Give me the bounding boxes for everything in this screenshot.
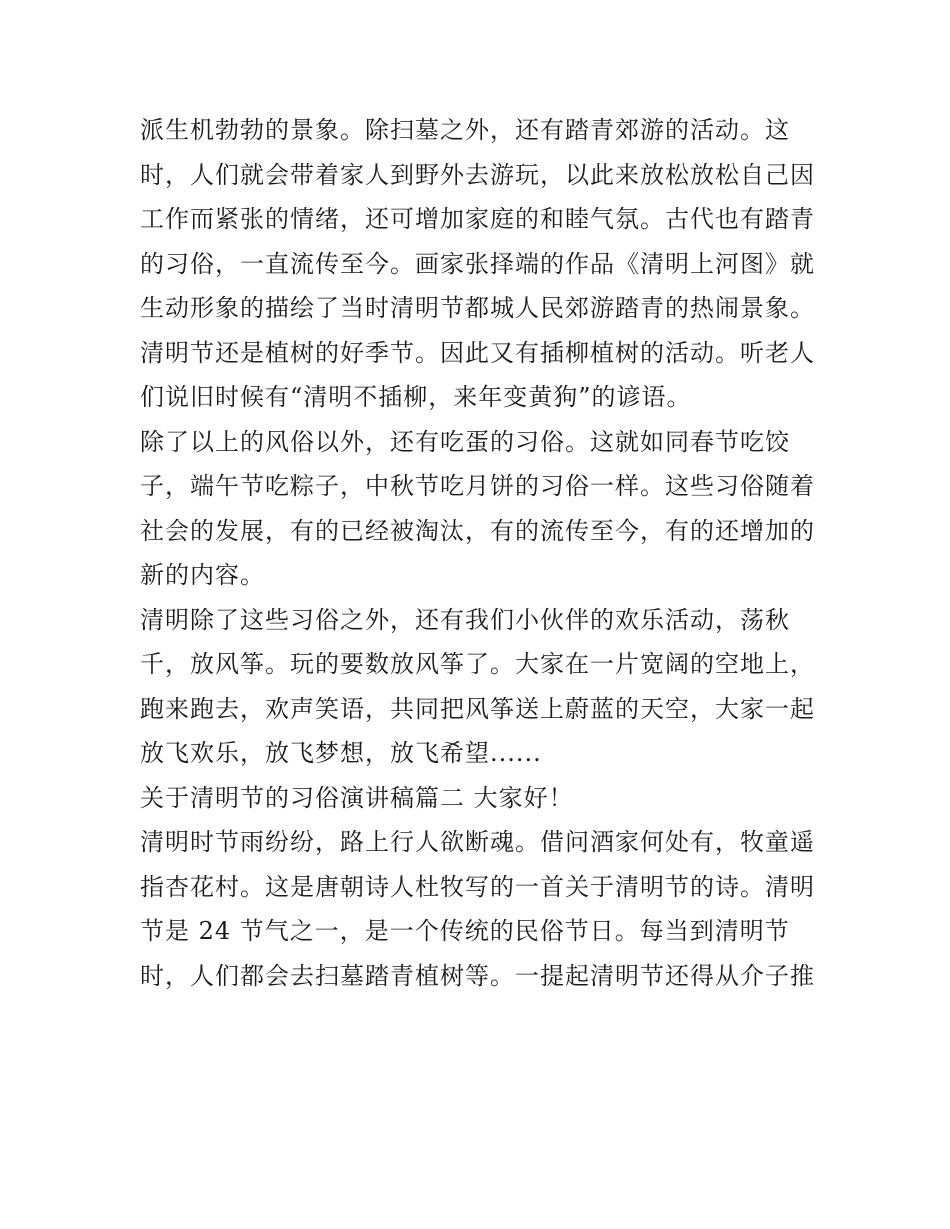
text-line: 子，端午节吃粽子，中秋节吃月饼的习俗一样。这些习俗随着 — [140, 472, 815, 500]
document-body — [140, 108, 820, 998]
text-line: 清明时节雨纷纷，路上行人欲断魂。借问酒家何处有，牧童遥 — [140, 828, 815, 856]
text-line: 清明节还是植树的好季节。因此又有插柳植树的活动。听老人 — [140, 338, 815, 367]
text-line: 的习俗，一直流传至今。画家张择端的作品《清明上河图》就 — [140, 249, 815, 278]
text-line: 派生机勃勃的景象。除扫墓之外，还有踏青郊游的活动。这 — [140, 116, 790, 144]
text-line: 们说旧时候有“清明不插柳，来年变黄狗”的谚语。 — [140, 383, 692, 411]
text-line: 清明除了这些习俗之外，还有我们小伙伴的欢乐活动，荡秋 — [140, 605, 790, 634]
text-line: 工作而紧张的情绪，还可增加家庭的和睦气氛。古代也有踏青 — [140, 205, 815, 233]
text-line: 指杏花村。这是唐朝诗人杜牧写的一首关于清明节的诗。清明 — [140, 872, 815, 901]
text-line: 生动形象的描绘了当时清明节都城人民郊游踏青的热闹景象。 — [140, 294, 815, 322]
text-line: 放飞欢乐，放飞梦想，放飞希望...... — [140, 739, 542, 767]
section-heading: 关于清明节的习俗演讲稿篇二 大家好！ — [140, 783, 574, 812]
text-line: 千，放风筝。玩的要数放风筝了。大家在一片宽阔的空地上， — [140, 650, 815, 678]
text-line: 社会的发展，有的已经被淘汰，有的流传至今，有的还增加的 — [140, 516, 815, 545]
text-line: 新的内容。 — [140, 561, 265, 589]
text-line: 时，人们就会带着家人到野外去游玩，以此来放松放松自己因 — [140, 160, 815, 189]
text-line: 跑来跑去，欢声笑语，共同把风筝送上蔚蓝的天空，大家一起 — [140, 694, 815, 723]
text-line: 时，人们都会去扫墓踏青植树等。一提起清明节还得从介子推 — [140, 961, 815, 990]
text-line: 除了以上的风俗以外，还有吃蛋的习俗。这就如同春节吃饺 — [140, 427, 790, 456]
text-line: 节是 24 节气之一，是一个传统的民俗节日。每当到清明节 — [140, 917, 790, 945]
